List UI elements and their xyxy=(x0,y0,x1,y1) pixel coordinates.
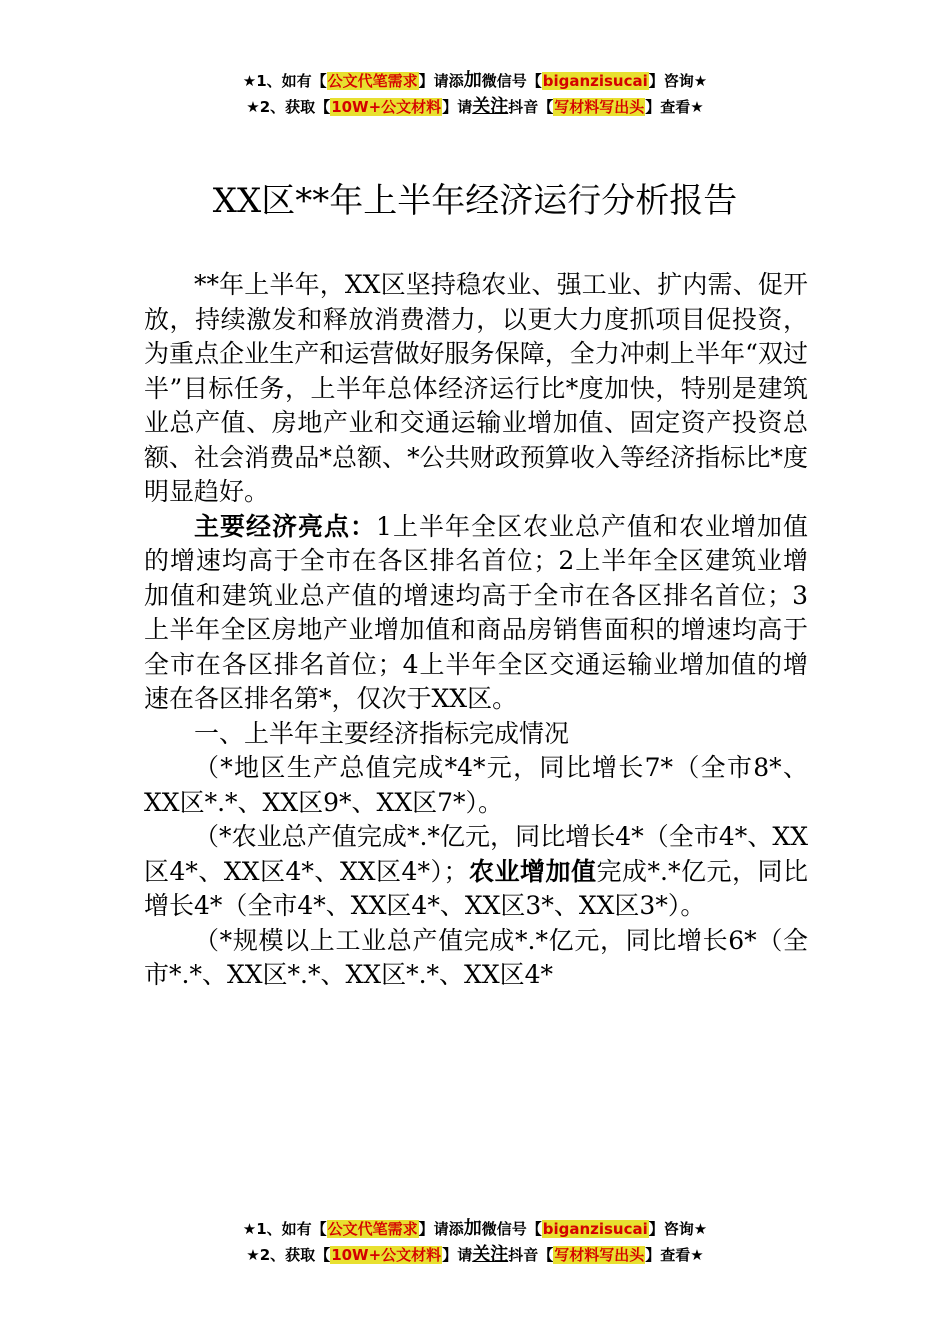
highlight-service: 公文代笔需求 xyxy=(327,72,418,90)
banner-line-2: ★2、获取【10W+公文材料】请关注抖音【写材料写出头】查看★ xyxy=(246,96,704,117)
banner-line-1: ★1、如有【公文代笔需求】请添加微信号【biganzisucai】咨询★ xyxy=(242,1218,708,1239)
agri-value-label: 农业增加值 xyxy=(468,856,597,886)
highlight-douyin: 写材料写出头 xyxy=(554,1246,645,1264)
highlights-label: 主要经济亮点： xyxy=(194,511,377,541)
highlight-service: 公文代笔需求 xyxy=(327,1220,418,1238)
highlight-materials: 10W+公文材料 xyxy=(331,1246,442,1264)
section-heading: 一、上半年主要经济指标完成情况 xyxy=(194,718,570,748)
paragraph-gdp: （*地区生产总值完成*4*元，同比增长7*（全市8*、XX区*.*、XX区9*、XX区7*）。 xyxy=(144,753,808,817)
paragraph-intro: **年上半年，XX区坚持稳农业、强工业、扩内需、促开放，持续激发和释放消费潜力，以更大力度抓项目促投资，为重点企业生产和运营做好服务保障，全力冲刺上半年“双过半”目标任务，上半年总体经济运行比*度加快，特别是建筑业总产值、房地产业和交通运输业增加值、固定资产投资总额、社会消费品*总额、*公共财政预算收入等经济指标比*度明显趋好。 xyxy=(144,270,808,506)
bottom-banner xyxy=(0,1216,950,1268)
highlight-materials: 10W+公文材料 xyxy=(331,98,442,116)
paragraph-highlights: 主要经济亮点：1上半年全区农业总产值和农业增加值的增速均高于全市在各区排名首位；2上半年全区建筑业增加值和建筑业总产值的增速均高于全市在各区排名首位；3上半年全区房地产业增加值和商品房销售面积的增速均高于全市在各区排名首位；4上半年全区交通运输业增加值的增速在各区排名第*，仅次于XX区。 xyxy=(144,511,808,713)
highlight-wechat-id: biganzisucai xyxy=(542,1220,648,1238)
document-title: XX区**年上半年经济运行分析报告 xyxy=(212,181,738,221)
top-banner xyxy=(0,68,950,120)
paragraph-industry: （*规模以上工业总产值完成*.*亿元，同比增长6*（全市*.*、XX区*.*、XX区*.*、XX区4* xyxy=(144,925,808,989)
document-body xyxy=(144,268,808,993)
highlight-wechat-id: biganzisucai xyxy=(542,72,648,90)
banner-line-1: ★1、如有【公文代笔需求】请添加微信号【biganzisucai】咨询★ xyxy=(242,70,708,91)
paragraph-agriculture: （*农业总产值完成*.*亿元，同比增长4*（全市4*、XX区4*、XX区4*、XX区4*）；农业增加值完成*.*亿元，同比增长4*（全市4*、XX区4*、XX区3*、XX区3*）。 xyxy=(144,822,808,920)
highlight-douyin: 写材料写出头 xyxy=(554,98,645,116)
banner-line-2: ★2、获取【10W+公文材料】请关注抖音【写材料写出头】查看★ xyxy=(246,1244,704,1265)
